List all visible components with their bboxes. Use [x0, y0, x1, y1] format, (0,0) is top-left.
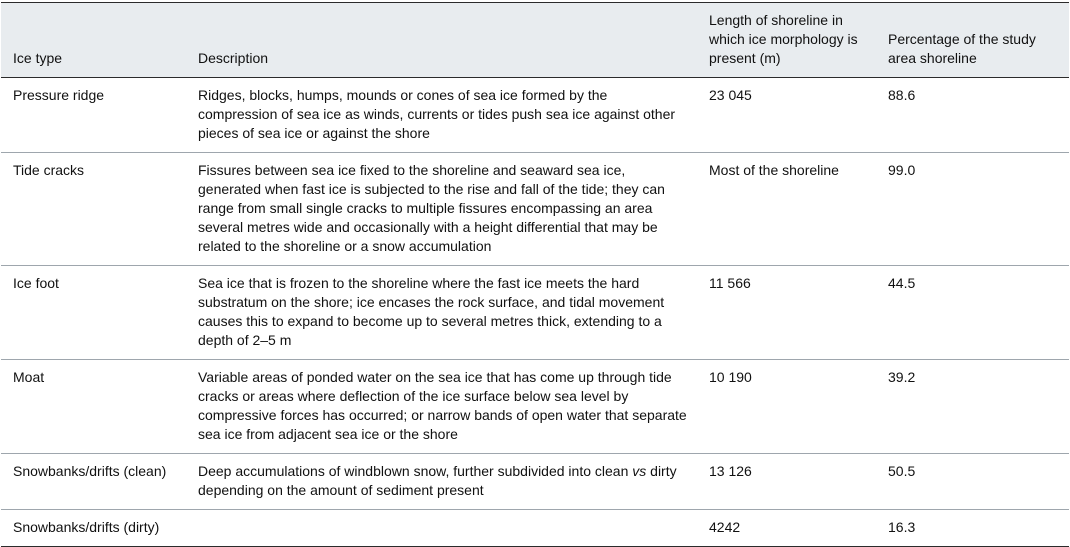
- description-italic-vs: vs: [632, 463, 647, 479]
- table-body: [1, 78, 1069, 547]
- cell-description: Ridges, blocks, humps, mounds or cones of sea ice formed by the compression of sea ice as winds, currents or tides push sea ice against other pieces of sea ice or against the shore: [198, 87, 676, 141]
- cell-ice-type: Pressure ridge: [13, 87, 105, 103]
- description-text-start: Deep accumulations of windblown snow, further subdivided into clean: [198, 463, 633, 479]
- cell-length: 23 045: [709, 87, 752, 103]
- table-row: [1, 266, 1069, 360]
- cell-length: Most of the shoreline: [709, 162, 839, 178]
- header-description: Description: [198, 50, 269, 66]
- ice-morphology-table: [1, 2, 1069, 547]
- cell-percentage: 44.5: [888, 275, 916, 291]
- header-percentage: Percentage of the study area shoreline: [888, 31, 1036, 66]
- header-length: Length of shoreline in which ice morphology is present (m): [709, 12, 858, 66]
- table-row: [1, 153, 1069, 266]
- cell-percentage: 88.6: [888, 87, 916, 103]
- table-row: [1, 360, 1069, 454]
- cell-description: Fissures between sea ice fixed to the shoreline and seaward sea ice, generated when fast ice is subjected to the rise and fall of the tide; they can range from small single cracks to multiple fissures encompassing an area several metres wide and occasionally with a height differential that may be related to the shoreline or a snow accumulation: [198, 162, 665, 254]
- table-header: [1, 3, 1069, 78]
- cell-percentage: 16.3: [888, 519, 916, 535]
- cell-ice-type: Moat: [13, 369, 45, 385]
- cell-ice-type: Snowbanks/drifts (clean): [13, 463, 167, 479]
- cell-ice-type: Snowbanks/drifts (dirty): [13, 519, 160, 535]
- cell-ice-type: Ice foot: [13, 275, 59, 291]
- description-text-end: dirty depending on the amount of sediment present: [198, 463, 677, 498]
- cell-length: 11 566: [709, 275, 751, 291]
- header-ice-type: Ice type: [13, 50, 63, 66]
- cell-description: [186, 510, 697, 547]
- cell-length: 4242: [709, 519, 741, 535]
- table-row: [1, 454, 1069, 510]
- cell-percentage: 99.0: [888, 162, 916, 178]
- table-row: [1, 78, 1069, 153]
- cell-length: 13 126: [709, 463, 752, 479]
- table-row: [1, 510, 1069, 547]
- cell-percentage: 50.5: [888, 463, 916, 479]
- cell-percentage: 39.2: [888, 369, 916, 385]
- cell-description: [186, 454, 697, 510]
- header-row: [1, 3, 1069, 78]
- cell-description: Variable areas of ponded water on the sea ice that has come up through tide cracks or areas where deflection of the ice surface below sea level by compressive forces has occurred; or narrow bands of open water that separate sea ice from adjacent sea ice or the shore: [198, 369, 687, 442]
- cell-ice-type: Tide cracks: [13, 162, 85, 178]
- cell-length: 10 190: [709, 369, 752, 385]
- cell-description: Sea ice that is frozen to the shoreline where the fast ice meets the hard substratum on the shore; ice encases the rock surface, and tidal movement causes this to expand to become up to several metres thick, extending to a depth of 2–5 m: [198, 275, 665, 348]
